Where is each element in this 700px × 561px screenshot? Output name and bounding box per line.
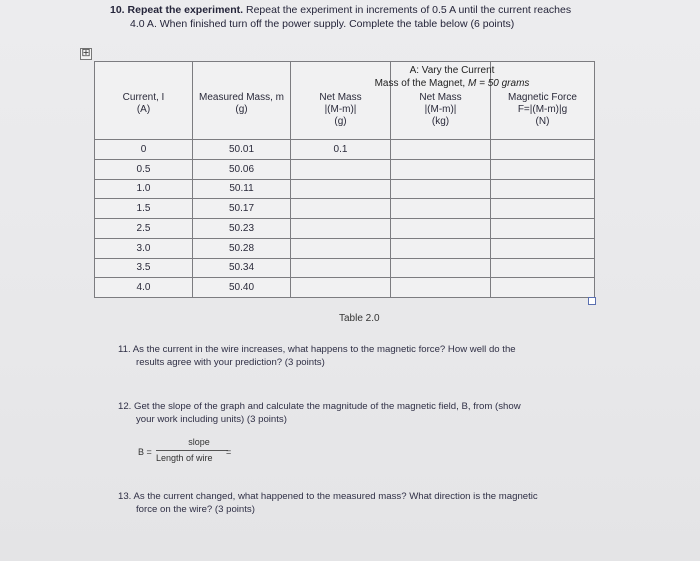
cell-net-mass-g[interactable] [291, 199, 391, 219]
cell-measured-mass[interactable]: 50.40 [193, 278, 291, 298]
table-row [95, 238, 595, 258]
table-row [95, 199, 595, 219]
cell-net-mass-kg[interactable] [391, 199, 491, 219]
q12-line1: 12. Get the slope of the graph and calculate the magnitude of the magnetic field, B, from (show [118, 401, 521, 412]
q13-line2: force on the wire? (3 points) [136, 504, 255, 515]
q13-line1: 13. As the current changed, what happened to the measured mass? What direction is the magnetic [118, 491, 538, 502]
cell-net-mass-kg[interactable] [391, 278, 491, 298]
cell-current[interactable]: 4.0 [95, 278, 193, 298]
cell-magnetic-force[interactable] [491, 159, 595, 179]
header-netkg-line2: |(M-m)| [424, 104, 457, 115]
cell-current[interactable]: 2.5 [95, 219, 193, 239]
table-subtitle [352, 77, 552, 90]
table-row [95, 278, 595, 298]
table-caption: Table 2.0 [339, 313, 380, 324]
table-title-block [352, 64, 552, 90]
cell-measured-mass[interactable]: 50.23 [193, 219, 291, 239]
cell-net-mass-kg[interactable] [391, 219, 491, 239]
q11-line1: 11. As the current in the wire increases, what happens to the magnetic force? How well do the [118, 344, 516, 355]
cell-net-mass-kg[interactable] [391, 140, 491, 160]
formula-fraction-bar [156, 450, 228, 451]
question-11 [118, 343, 588, 369]
cell-magnetic-force[interactable] [491, 219, 595, 239]
formula-equals: = [226, 447, 232, 457]
data-table [94, 61, 595, 298]
cell-current[interactable]: 0.5 [95, 159, 193, 179]
cell-net-mass-kg[interactable] [391, 159, 491, 179]
cell-net-mass-kg[interactable] [391, 258, 491, 278]
header-measured-line1: Measured Mass, m [198, 92, 285, 103]
cell-current[interactable]: 1.0 [95, 179, 193, 199]
mass-prefix: Mass of the Magnet, [374, 78, 468, 89]
cell-net-mass-g[interactable]: 0.1 [291, 140, 391, 160]
formula-lhs: B = [138, 447, 152, 457]
cell-net-mass-kg[interactable] [391, 238, 491, 258]
cell-magnetic-force[interactable] [491, 238, 595, 258]
cell-magnetic-force[interactable] [491, 278, 595, 298]
cell-net-mass-g[interactable] [291, 278, 391, 298]
header-force-line1: Magnetic Force [508, 92, 577, 103]
header-current [95, 62, 193, 140]
q11-line2: results agree with your prediction? (3 points) [136, 357, 325, 368]
formula-numerator: slope [188, 437, 210, 447]
table-move-handle-icon[interactable]: ⊞ [81, 47, 91, 59]
header-netg-line3: (g) [334, 116, 347, 127]
table-row [95, 140, 595, 160]
cell-net-mass-g[interactable] [291, 219, 391, 239]
cell-measured-mass[interactable]: 50.01 [193, 140, 291, 160]
cell-magnetic-force[interactable] [491, 179, 595, 199]
cell-measured-mass[interactable]: 50.34 [193, 258, 291, 278]
q10-bold: Repeat the experiment. [127, 4, 244, 16]
q10-line1-rest: Repeat the experiment in increments of 0.5 A until the current reaches [246, 4, 572, 16]
cell-measured-mass[interactable]: 50.06 [193, 159, 291, 179]
header-force-line3: (N) [535, 116, 550, 127]
q12-line2: your work including units) (3 points) [136, 414, 287, 425]
question-12 [118, 400, 588, 426]
header-current-line2: (A) [136, 104, 151, 115]
formula-denominator: Length of wire [156, 453, 213, 463]
cell-current[interactable]: 0 [95, 140, 193, 160]
header-current-line1: Current, I [122, 92, 165, 103]
q10-number: 10. [110, 4, 125, 16]
header-netkg-line3: (kg) [431, 116, 450, 127]
cell-current[interactable]: 3.5 [95, 258, 193, 278]
table-row [95, 219, 595, 239]
table-title: A: Vary the Current [409, 65, 495, 76]
question-13 [118, 490, 588, 516]
table-row [95, 179, 595, 199]
cell-measured-mass[interactable]: 50.17 [193, 199, 291, 219]
cell-current[interactable]: 3.0 [95, 238, 193, 258]
table-resize-handle[interactable] [588, 297, 596, 305]
cell-net-mass-g[interactable] [291, 159, 391, 179]
header-netg-line1: Net Mass [319, 92, 362, 103]
q10-line1 [128, 4, 572, 16]
cell-magnetic-force[interactable] [491, 258, 595, 278]
cell-net-mass-kg[interactable] [391, 179, 491, 199]
table-row [95, 258, 595, 278]
table-row [95, 159, 595, 179]
cell-magnetic-force[interactable] [491, 140, 595, 160]
cell-net-mass-g[interactable] [291, 238, 391, 258]
cell-net-mass-g[interactable] [291, 179, 391, 199]
cell-magnetic-force[interactable] [491, 199, 595, 219]
mass-value: M = 50 grams [467, 78, 530, 89]
header-netg-line2: |(M-m)| [324, 104, 357, 115]
header-measured-line2: (g) [235, 104, 248, 115]
cell-measured-mass[interactable]: 50.11 [193, 179, 291, 199]
header-force-line2: F=|(M-m)|g [517, 104, 568, 115]
cell-net-mass-g[interactable] [291, 258, 391, 278]
question-10 [110, 3, 610, 31]
header-measured-mass [193, 62, 291, 140]
header-netkg-line1: Net Mass [419, 92, 462, 103]
cell-current[interactable]: 1.5 [95, 199, 193, 219]
q10-line2: 4.0 A. When finished turn off the power supply. Complete the table below (6 points) [130, 18, 515, 30]
cell-measured-mass[interactable]: 50.28 [193, 238, 291, 258]
